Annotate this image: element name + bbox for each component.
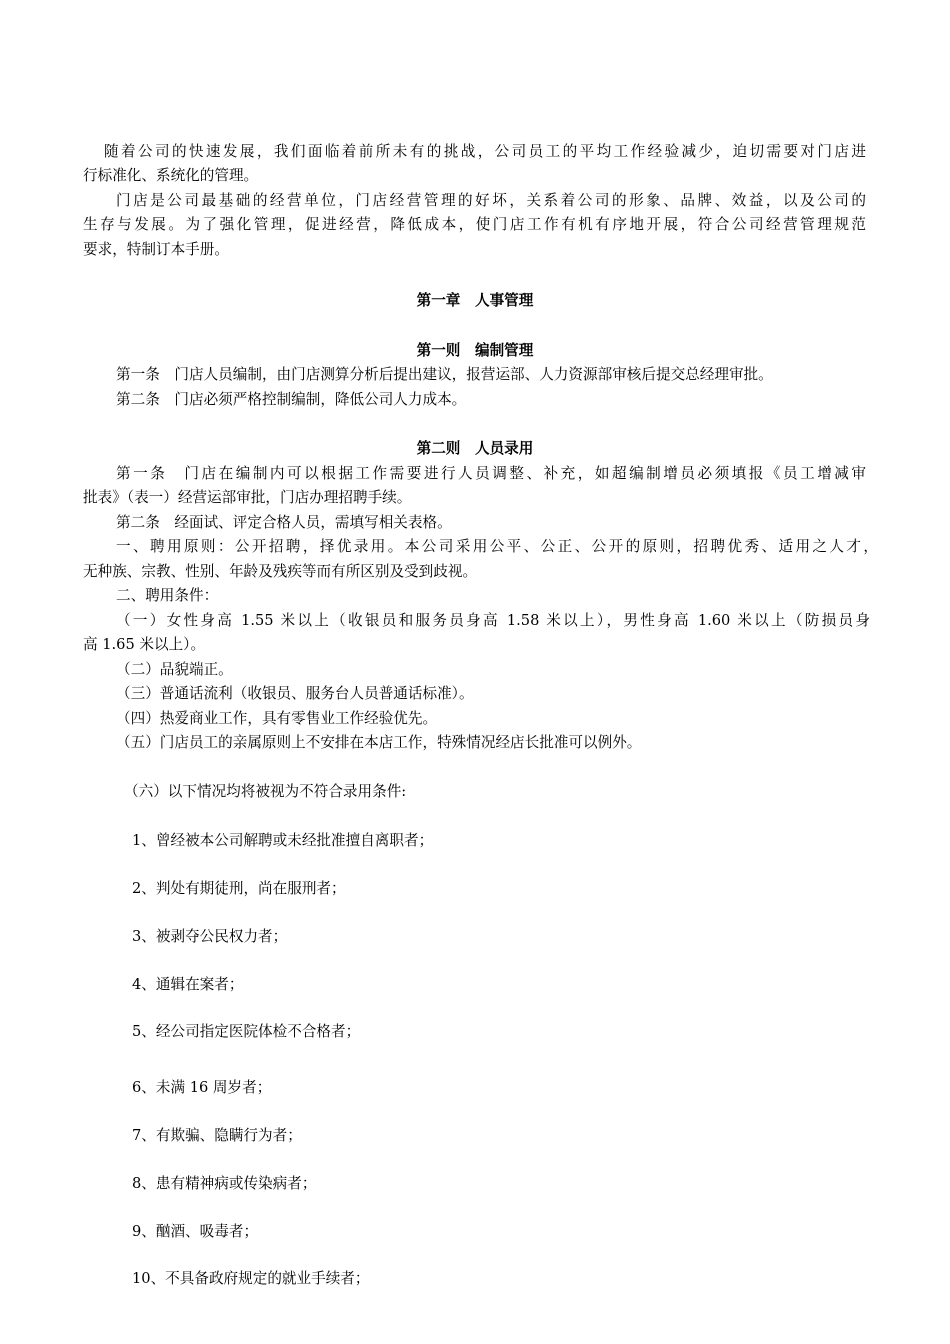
disqualification-item: 8、患有精神病或传染病者； [132, 1175, 317, 1192]
section-2-article-1-line-2: 批表》（表一）经营运部审批，门店办理招聘手续。 [83, 489, 412, 506]
disqualification-item: 5、经公司指定医院体检不合格者； [132, 1023, 361, 1040]
section-2-title: 第二则 人员录用 [416, 440, 534, 457]
condition-1-line-2: 高 1.65 米以上）。 [83, 636, 206, 653]
disqualification-item: 6、未满 16 周岁者； [132, 1079, 272, 1096]
intro-paragraph-2-line-2: 生存与发展。为了强化管理，促进经营，降低成本，使门店工作有机有序地开展，符合公司经营管理规范 [83, 216, 866, 233]
condition-5: （五）门店员工的亲属原则上不安排在本店工作，特殊情况经店长批准可以例外。 [116, 734, 642, 751]
condition-4: （四）热爱商业工作，具有零售业工作经验优先。 [116, 710, 438, 727]
disqualification-item: 10、不具备政府规定的就业手续者； [132, 1270, 370, 1287]
intro-paragraph-1-line-2: 行标准化、系统化的管理。 [83, 167, 259, 184]
section-1-article-2: 第二条 门店必须严格控制编制，降低公司人力成本。 [116, 391, 467, 408]
disqualification-item: 3、被剥夺公民权力者； [132, 928, 288, 945]
section-2-article-1-line-1: 第一条 门店在编制内可以根据工作需要进行人员调整、补充，如超编制增员必须填报《员工增减审 [116, 465, 866, 482]
section-2-article-2: 第二条 经面试、评定合格人员，需填写相关表格。 [116, 514, 452, 531]
intro-paragraph-1-line-1: 随着公司的快速发展，我们面临着前所未有的挑战，公司员工的平均工作经验减少，迫切需要对门店进 [104, 143, 866, 160]
intro-paragraph-2-line-3: 要求，特制订本手册。 [83, 241, 229, 258]
hiring-principle-line-1: 一、聘用原则：公开招聘，择优录用。本公司采用公平、公正、公开的原则，招聘优秀、适用之人才， [116, 538, 878, 555]
chapter-title: 第一章 人事管理 [416, 292, 534, 309]
condition-3: （三）普通话流利（收银员、服务台人员普通话标准）。 [116, 685, 474, 702]
disqualification-item: 1、曾经被本公司解聘或未经批准擅自离职者； [132, 832, 434, 849]
condition-6: （六）以下情况均将被视为不符合录用条件: [124, 783, 407, 800]
condition-1-line-1: （一）女性身高 1.55 米以上（收银员和服务员身高 1.58 米以上），男性身高 1.60 米以上（防损员身 [116, 612, 870, 629]
section-1-article-1: 第一条 门店人员编制，由门店测算分析后提出建议，报营运部、人力资源部审核后提交总经理审批。 [116, 366, 773, 383]
hiring-principle-line-2: 无种族、宗教、性别、年龄及残疾等而有所区别及受到歧视。 [83, 563, 478, 580]
condition-2: （二）品貌端正。 [116, 661, 233, 678]
section-1-title: 第一则 编制管理 [416, 342, 534, 359]
intro-paragraph-2-line-1: 门店是公司最基础的经营单位，门店经营管理的好坏，关系着公司的形象、品牌、效益，以及公司的 [116, 192, 866, 209]
disqualification-item: 9、酗酒、吸毒者； [132, 1223, 259, 1240]
disqualification-item: 2、判处有期徒刑，尚在服刑者； [132, 880, 346, 897]
disqualification-item: 7、有欺骗、隐瞒行为者； [132, 1127, 302, 1144]
hiring-conditions-heading: 二、聘用条件： [116, 587, 219, 604]
disqualification-item: 4、通辑在案者； [132, 976, 244, 993]
